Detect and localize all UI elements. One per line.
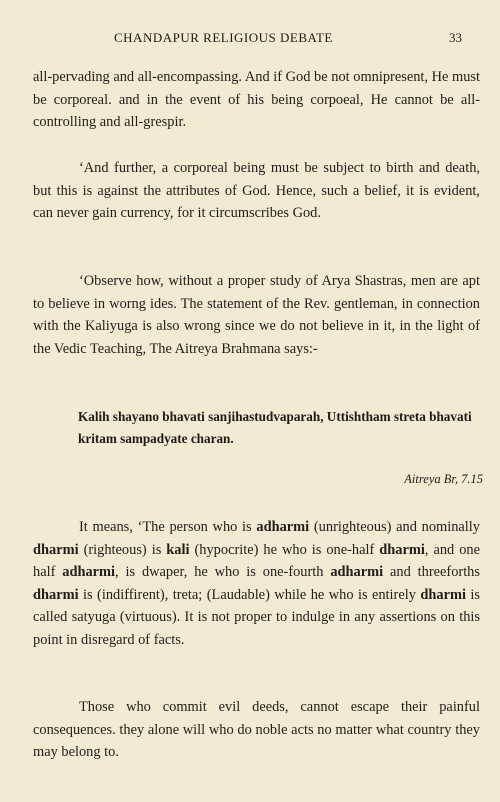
term-kali: kali: [166, 541, 190, 558]
text-run: It means, ‘The person who is: [79, 519, 257, 535]
page-header: [0, 30, 500, 50]
term-dharmi: dharmi: [33, 541, 79, 558]
text-run: (hypocrite) he who is one-half: [189, 541, 380, 558]
paragraph-1: all-pervading and all-encompassing. And if God be not omnipresent, He must be corporeal. and in the event of his being corpoeal, He cannot be all-controlling and all-grespir.: [33, 69, 480, 130]
verse-citation: Aitreya Br, 7.15: [404, 472, 483, 486]
running-title: CHANDAPUR RELIGIOUS DEBATE: [114, 30, 333, 45]
term-adharmi: adharmi: [62, 564, 116, 580]
text-run: is called satyuga (virtuous). It is not proper to indulge in any assertions on this point in disregard of facts.: [33, 586, 480, 648]
text-run: is (indiffirent), treta; (Laudable) while he who is entirely: [78, 586, 421, 603]
text-run: , and one half: [33, 541, 480, 580]
text-run: (righteous) is: [78, 541, 167, 558]
term-adharmi: adharmi: [330, 564, 384, 580]
term-dharmi: dharmi: [33, 586, 79, 603]
paragraph-4: [33, 516, 480, 651]
text-run: , is dwaper, he who is one-fourth: [115, 564, 331, 580]
paragraph-2: ‘And further, a corporeal being must be subject to birth and death, but this is against the attributes of God. Hence, such a belief, it is evident, can never gain currency, for it circumscribes God.: [33, 160, 480, 221]
text-run: and threeforths: [383, 564, 480, 580]
verse-quote: Kalih shayano bhavati sanjihastudvaparah, Uttishtham streta bhavati kritam sampadyate charan.: [78, 409, 472, 446]
term-dharmi: dharmi: [379, 541, 425, 558]
term-adharmi: adharmi: [256, 519, 310, 535]
page-number: 33: [449, 30, 462, 45]
paragraph-5: Those who commit evil deeds, cannot escape their painful consequences. they alone will who do noble acts no matter what country they may belong to.: [33, 699, 480, 760]
paragraph-3: ‘Observe how, without a proper study of Arya Shastras, men are apt to believe in worng ides. The statement of the Rev. gentleman, in connection with the Kaliyuga is also wrong since we do not believe in it, in the light of the Vedic Teaching, The Aitreya Brahmana says:-: [33, 273, 480, 357]
term-dharmi: dharmi: [420, 586, 466, 603]
text-run: (unrighteous) and nominally: [309, 519, 480, 535]
